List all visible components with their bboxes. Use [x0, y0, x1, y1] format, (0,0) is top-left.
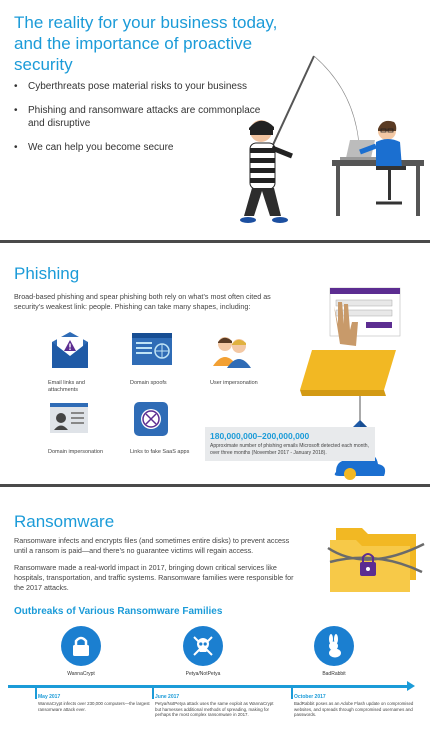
slide1-bullet-list [14, 80, 274, 165]
stat-caption: Approximate number of phishing emails Microsoft detected each month, over three months (November 2017 - January 2018). [210, 443, 369, 456]
phishing-tile-email [48, 330, 108, 394]
event-date: May 2017 [38, 694, 61, 700]
event-text: WannaCrypt infects over 230,000 computers—the largest ransomware attack ever. [38, 701, 150, 712]
slide3-title: Ransomware [14, 512, 115, 531]
family-name: BadRabbit [322, 671, 346, 677]
tile-label: Links to fake SaaS apps [130, 449, 190, 455]
phishing-tile-user-impersonation [210, 330, 270, 387]
phishing-stat-box [205, 427, 375, 461]
slide-ransomware [0, 488, 430, 734]
stat-number: 180,000,000–200,000,000 [210, 431, 310, 441]
fake-saas-icon [130, 399, 174, 439]
ransomware-timeline-bar [8, 685, 408, 688]
bullet-item: • Phishing and ransomware attacks are commonplace and disruptive [14, 104, 274, 130]
ransomware-family-wannacrypt [21, 626, 141, 677]
lock-icon [71, 635, 91, 657]
timeline-event [155, 694, 280, 718]
event-text: Petya/NotPetya attack uses the same exploit as WannaCrypt but harnesses additional methods of spreading, making for perhaps the most complex ransomware in 2017. [155, 701, 274, 718]
bullet-item: • We can help you become secure [14, 141, 274, 154]
event-text: BadRabbit poses as an Adobe Flash update on compromised websites, and spreads through compromised usernames and passwords. [294, 701, 414, 718]
tile-label: User impersonation [210, 380, 258, 386]
timeline-event [38, 694, 163, 712]
slide2-title: Phishing [14, 264, 80, 283]
slide-security-reality [0, 0, 430, 240]
user-impersonation-icon [210, 330, 254, 370]
email-warning-icon [48, 330, 92, 370]
phishing-tile-domain-spoofs [130, 330, 190, 387]
domain-impersonation-icon [48, 399, 92, 439]
rabbit-icon [324, 634, 344, 658]
phishing-tile-fake-saas [130, 399, 190, 456]
phishing-intro-text: Broad-based phishing and spear phishing both rely on what’s most often cited as security’s weakest link: people. Phishing can take many shapes, including: [14, 292, 271, 311]
spoofed-domain-icon [130, 330, 174, 370]
phishing-hacker-illustration [236, 48, 426, 236]
family-name: WannaCrypt [67, 671, 95, 677]
locked-folders-illustration [326, 518, 426, 598]
ransomware-family-badrabbit [274, 626, 394, 677]
ransomware-paragraph: Ransomware made a real-world impact in 2017, bringing down critical services like hospitals, transportation, and traffic systems. Ransomware families were responsible for the 2017 attacks. [14, 563, 294, 592]
slide1-title: The reality for your business today, and the importance of proactive security [14, 13, 278, 74]
timeline-tick [35, 685, 37, 699]
bullet-item: • Cyberthreats pose material risks to your business [14, 80, 274, 93]
event-date: October 2017 [294, 694, 326, 700]
tile-label: Domain spoofs [130, 380, 167, 386]
ransomware-family-petya [143, 626, 263, 677]
timeline-tick [291, 685, 293, 699]
slide-phishing [0, 244, 430, 484]
tile-label: Domain impersonation [48, 449, 104, 455]
event-date: June 2017 [155, 694, 180, 700]
slide-separator [0, 484, 430, 487]
tile-label: Email links and attachments [48, 380, 85, 393]
ransomware-timeline-heading: Outbreaks of Various Ransomware Families [14, 606, 223, 617]
ransomware-paragraph: Ransomware infects and encrypts files (and sometimes entire disks) to prevent access until a ransom is paid—and there’s no guarantee victims will regain access. [14, 536, 290, 555]
phishing-tile-domain-impersonation [48, 399, 108, 456]
family-name: Petya/NotPetya [185, 671, 221, 677]
slide-separator [0, 240, 430, 243]
skull-icon [191, 634, 215, 658]
timeline-event [294, 694, 419, 718]
